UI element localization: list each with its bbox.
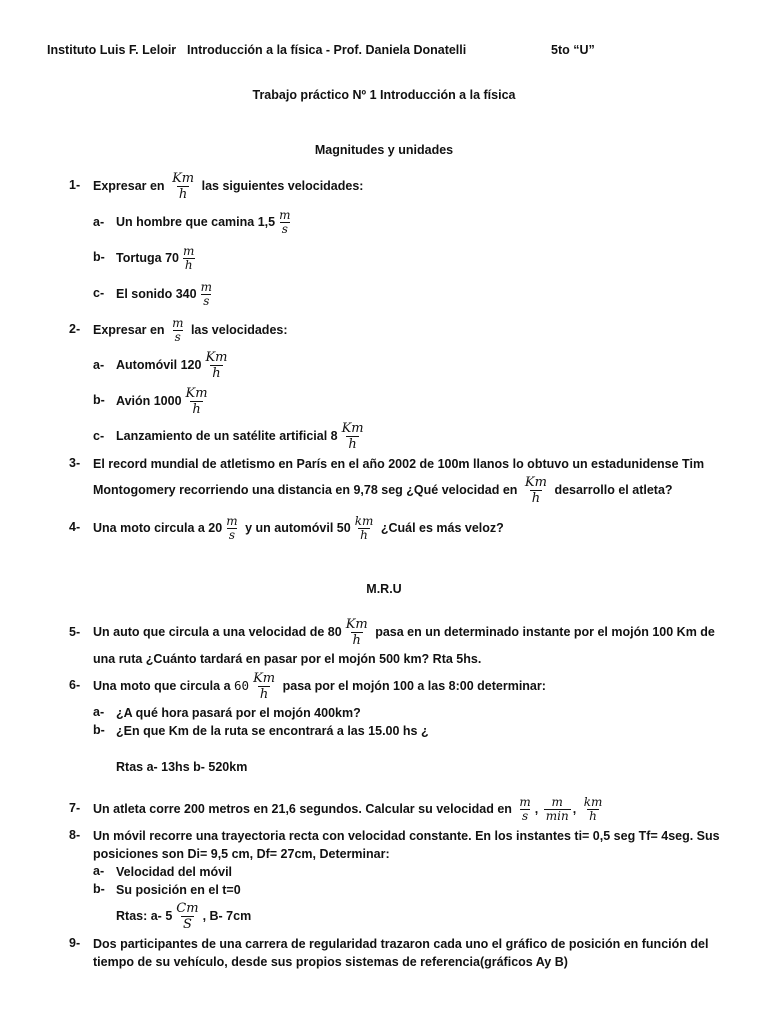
q1-a-label: a- bbox=[93, 215, 105, 229]
q4-text-pre: Una moto circula a 20 bbox=[93, 521, 223, 535]
unit-fraction-km-h: $\frac{km}{h}$ bbox=[583, 795, 603, 824]
unit-fraction-m-s: $\frac{m}{s}$ bbox=[279, 208, 291, 237]
unit-fraction-km-h: $\frac{Km}{h}$ bbox=[205, 350, 228, 382]
question-number-6: 6- bbox=[69, 678, 81, 692]
page-title: Trabajo práctico Nº 1 Introducción a la física bbox=[252, 88, 516, 102]
unit-fraction-km-h: $\frac{Km}{h}$ bbox=[345, 617, 368, 649]
unit-fraction-km-h: $\frac{Km}{h}$ bbox=[253, 671, 276, 703]
q1-text-post: las siguientes velocidades: bbox=[201, 179, 364, 193]
question-number-8: 8- bbox=[69, 828, 81, 842]
q8-line-1: Un móvil recorre una trayectoria recta con velocidad constante. En los instantes ti= 0,5 seg Tf= 4seg. Sus bbox=[93, 829, 720, 843]
q6-answer: Rtas a- 13hs b- 520km bbox=[116, 760, 248, 774]
q6-b-text: ¿En que Km de la ruta se encontrará a las 15.00 hs ¿ bbox=[116, 724, 429, 738]
q8-b-text: Su posición en el t=0 bbox=[116, 883, 241, 897]
q1-c bbox=[116, 278, 216, 310]
question-number-3: 3- bbox=[69, 456, 81, 470]
q8-a-text: Velocidad del móvil bbox=[116, 865, 233, 879]
q5-text-pre: Un auto que circula a una velocidad de 80 bbox=[93, 625, 342, 639]
q2-c bbox=[116, 420, 368, 452]
q1-b-label: b- bbox=[93, 250, 105, 264]
q3-line-1: El record mundial de atletismo en París en el año 2002 de 100m llanos lo obtuvo un estadunidense Tim bbox=[93, 457, 705, 471]
unit-fraction-km-h: $\frac{km}{h}$ bbox=[354, 514, 374, 543]
q2-c-label: c- bbox=[93, 429, 105, 443]
q1-c-text: El sonido 340 bbox=[116, 287, 197, 301]
question-number-2: 2- bbox=[69, 322, 81, 336]
q7-separator-1: , bbox=[534, 802, 539, 816]
q8-line-2: posiciones son Di= 9,5 cm, Df= 27cm, Determinar: bbox=[93, 847, 390, 861]
q7-separator-2: , bbox=[572, 802, 577, 816]
q8-answer bbox=[116, 900, 251, 932]
header-school: Instituto Luis F. Leloir bbox=[47, 43, 177, 57]
q6-a-label: a- bbox=[93, 705, 105, 719]
unit-fraction-km-h: $\frac{Km}{h}$ bbox=[341, 421, 364, 453]
q2-b bbox=[116, 385, 212, 417]
unit-fraction-m-s: $\frac{m}{s}$ bbox=[200, 280, 212, 309]
unit-fraction-km-h: $\frac{Km}{h}$ bbox=[524, 475, 547, 507]
q9-line-2: tiempo de su vehículo, desde sus propios sistemas de referencia(gráficos Ay B) bbox=[93, 955, 568, 969]
q1-a bbox=[116, 206, 294, 238]
q2-a bbox=[116, 349, 231, 381]
q2-c-text: Lanzamiento de un satélite artificial 8 bbox=[116, 429, 338, 443]
q8-a-label: a- bbox=[93, 864, 105, 878]
question-6 bbox=[93, 670, 546, 702]
q5-text-post: pasa en un determinado instante por el mojón 100 Km de bbox=[375, 625, 715, 639]
question-7 bbox=[93, 793, 606, 825]
q6-b-label: b- bbox=[93, 723, 105, 737]
q7-text-pre: Un atleta corre 200 metros en 21,6 segundos. Calcular su velocidad en bbox=[93, 802, 512, 816]
unit-fraction-m-min: $\frac{m}{\min}$ bbox=[545, 795, 569, 824]
unit-fraction-m-s: $\frac{m}{s}$ bbox=[172, 316, 184, 345]
question-2 bbox=[93, 314, 288, 346]
unit-fraction-km-h: $\frac{Km}{h}$ bbox=[172, 171, 195, 203]
unit-fraction-km-h: $\frac{Km}{h}$ bbox=[185, 386, 208, 418]
q4-text-mid: y un automóvil 50 bbox=[245, 521, 351, 535]
q8-answer-pre: Rtas: a- 5 bbox=[116, 909, 173, 923]
q2-a-text: Automóvil 120 bbox=[116, 358, 202, 372]
question-number-9: 9- bbox=[69, 936, 81, 950]
q1-b bbox=[116, 242, 198, 274]
unit-fraction-m-s: $\frac{m}{s}$ bbox=[519, 795, 531, 824]
unit-fraction-cm-s: $\frac{Cm}{S}$ bbox=[176, 901, 199, 933]
question-number-4: 4- bbox=[69, 520, 81, 534]
q3-text-post: desarrollo el atleta? bbox=[554, 483, 673, 497]
q2-b-text: Avión 1000 bbox=[116, 394, 182, 408]
q4-text-post: ¿Cuál es más veloz? bbox=[380, 521, 504, 535]
question-number-5: 5- bbox=[69, 625, 81, 639]
question-4 bbox=[93, 512, 504, 544]
q5-line-2: una ruta ¿Cuánto tardará en pasar por el mojón 500 km? Rta 5hs. bbox=[93, 652, 482, 666]
q2-text-pre: Expresar en bbox=[93, 323, 165, 337]
q9-line-1: Dos participantes de una carrera de regularidad trazaron cada uno el gráfico de posición en función del bbox=[93, 937, 709, 951]
q2-a-label: a- bbox=[93, 358, 105, 372]
section-title-magnitudes: Magnitudes y unidades bbox=[314, 143, 454, 157]
q6-speed-value: 60 bbox=[234, 678, 250, 693]
q6-text-pre: Una moto que circula a bbox=[93, 679, 231, 693]
q6-a-text: ¿A qué hora pasará por el mojón 400km? bbox=[116, 706, 361, 720]
unit-fraction-m-s: $\frac{m}{s}$ bbox=[226, 514, 238, 543]
q6-text-post: pasa por el mojón 100 a las 8:00 determinar: bbox=[282, 679, 546, 693]
unit-fraction-m-h: $\frac{m}{h}$ bbox=[182, 244, 195, 273]
q1-c-label: c- bbox=[93, 286, 105, 300]
header-grade: 5to “U” bbox=[551, 43, 595, 57]
q2-b-label: b- bbox=[93, 393, 105, 407]
question-1 bbox=[93, 170, 363, 202]
q1-a-text: Un hombre que camina 1,5 bbox=[116, 215, 276, 229]
q3-line-2 bbox=[93, 474, 673, 506]
question-number-7: 7- bbox=[69, 801, 81, 815]
q8-b-label: b- bbox=[93, 882, 105, 896]
q8-answer-post: , B- 7cm bbox=[202, 909, 252, 923]
section-title-mru: M.R.U bbox=[366, 582, 402, 596]
question-number-1: 1- bbox=[69, 178, 81, 192]
q3-text-pre: Montogomery recorriendo una distancia en 9,78 seg ¿Qué velocidad en bbox=[93, 483, 518, 497]
header-course: Introducción a la física - Prof. Daniela Donatelli bbox=[187, 43, 467, 57]
q1-b-text: Tortuga 70 bbox=[116, 251, 179, 265]
q1-text-pre: Expresar en bbox=[93, 179, 165, 193]
q2-text-post: las velocidades: bbox=[190, 323, 288, 337]
q5-line-1 bbox=[93, 616, 715, 648]
